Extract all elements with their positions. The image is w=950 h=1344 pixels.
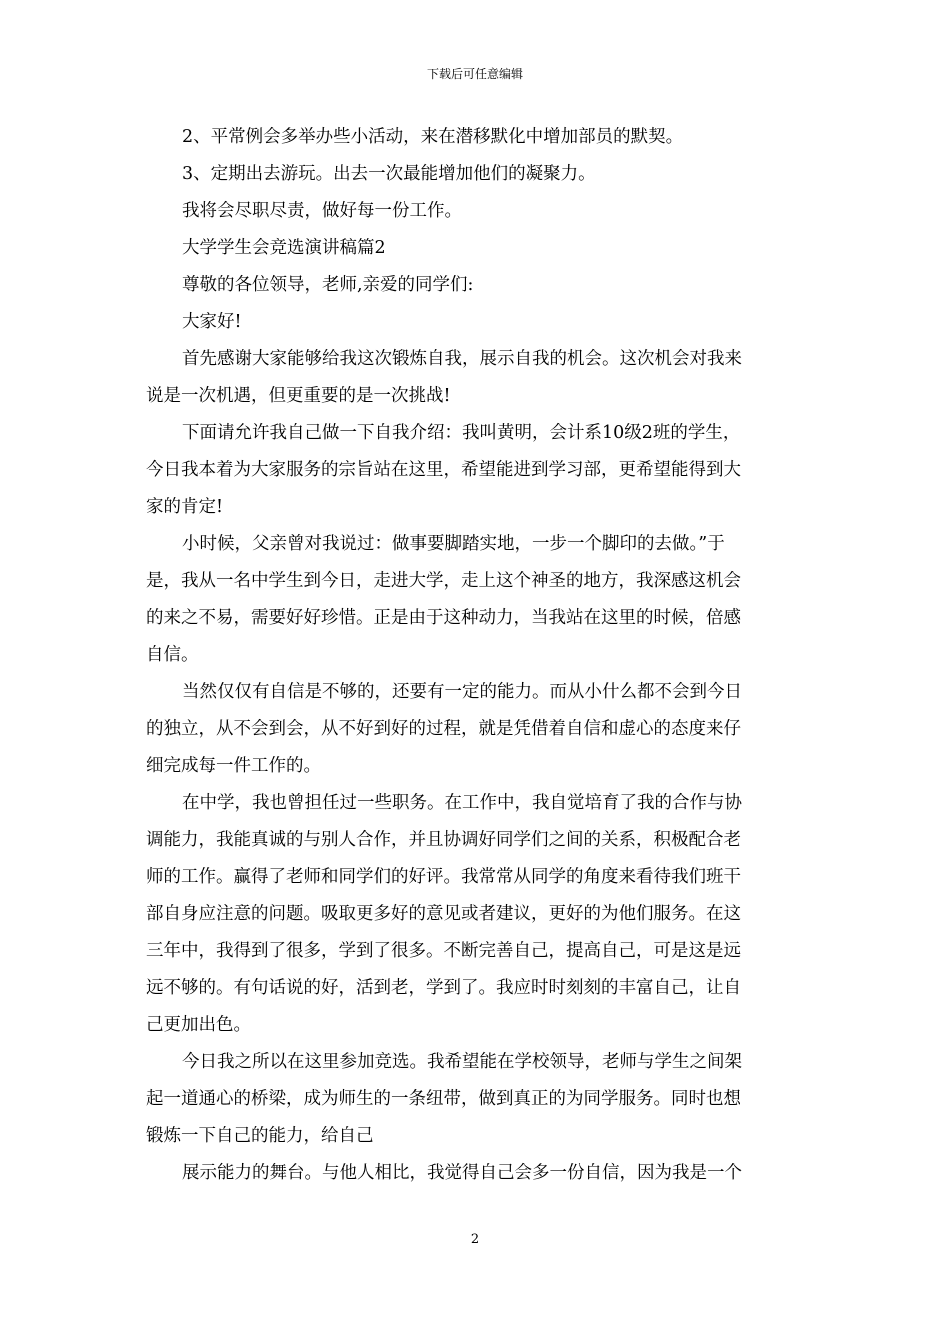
- text-line: 师的工作。赢得了老师和同学们的好评。我常常从同学的角度来看待我们班干: [146, 867, 741, 887]
- text-line: 首先感谢大家能够给我这次锻炼自我，展示自我的机会。这次机会对我来: [182, 349, 742, 369]
- text-line: 起一道通心的桥梁，成为师生的一条纽带，做到真正的为同学服务。同时也想: [146, 1089, 741, 1109]
- text-line: 当然仅仅有自信是不够的，还要有一定的能力。而从小什么都不会到今日: [182, 682, 742, 702]
- text-line: 调能力，我能真诚的与别人合作，并且协调好同学们之间的关系，积极配合老: [146, 830, 741, 850]
- text-line: 尊敬的各位领导，老师,亲爱的同学们:: [182, 275, 474, 295]
- text-line: 部自身应注意的问题。吸取更多好的意见或者建议，更好的为他们服务。在这: [146, 904, 741, 924]
- document-body: [146, 119, 806, 1192]
- text-line: 大家好!: [182, 312, 242, 332]
- text-line: 展示能力的舞台。与他人相比，我觉得自己会多一份自信，因为我是一个: [182, 1163, 742, 1183]
- text-line: 大学学生会竞选演讲稿篇2: [182, 238, 386, 258]
- text-line: 细完成每一件工作的。: [146, 756, 321, 776]
- text-line: 自信。: [146, 645, 199, 665]
- text-line: 说是一次机遇，但更重要的是一次挑战!: [146, 386, 451, 406]
- text-line: 2、平常例会多举办些小活动，来在潜移默化中增加部员的默契。: [182, 127, 684, 147]
- text-line: 今日我之所以在这里参加竞选。我希望能在学校领导，老师与学生之间架: [182, 1052, 742, 1072]
- text-line: 锻炼一下自己的能力，给自己: [146, 1126, 374, 1146]
- greeting: [146, 304, 806, 341]
- text-line: 下面请允许我自己做一下自我介绍：我叫黄明，会计系10级2班的学生，: [182, 423, 741, 443]
- text-line: 远不够的。有句话说的好，活到老，学到了。我应时时刻刻的丰富自己，让自: [146, 978, 741, 998]
- text-line: 己更加出色。: [146, 1015, 251, 1035]
- paragraph: [146, 341, 806, 415]
- paragraph: [146, 674, 806, 785]
- paragraph: [146, 156, 806, 193]
- text-line: 家的肯定!: [146, 497, 224, 517]
- paragraph: [146, 1155, 806, 1192]
- text-line: 在中学，我也曾担任过一些职务。在工作中，我自觉培育了我的合作与协: [182, 793, 742, 813]
- text-line: 三年中，我得到了很多，学到了很多。不断完善自己，提高自己，可是这是远: [146, 941, 741, 961]
- text-line: 小时候，父亲曾对我说过：做事要脚踏实地，一步一个脚印的去做。”于: [182, 534, 725, 554]
- paragraph: [146, 1044, 806, 1155]
- section-title: [146, 230, 806, 267]
- page-header: 下载后可任意编辑: [426, 67, 523, 81]
- text-line: 的来之不易，需要好好珍惜。正是由于这种动力，当我站在这里的时候，倍感: [146, 608, 741, 628]
- paragraph: [146, 415, 806, 526]
- text-line: 是，我从一名中学生到今日，走进大学，走上这个神圣的地方，我深感这机会: [146, 571, 741, 591]
- text-line: 3、定期出去游玩。出去一次最能增加他们的凝聚力。: [182, 164, 596, 184]
- text-line: 的独立，从不会到会，从不好到好的过程，就是凭借着自信和虚心的态度来仔: [146, 719, 741, 739]
- paragraph: [146, 785, 806, 1044]
- paragraph: [146, 526, 806, 674]
- page-number: 2: [470, 1232, 480, 1247]
- salutation: [146, 267, 806, 304]
- text-line: 我将会尽职尽责，做好每一份工作。: [182, 201, 462, 221]
- text-line: 今日我本着为大家服务的宗旨站在这里，希望能进到学习部，更希望能得到大: [146, 460, 741, 480]
- paragraph: [146, 119, 806, 156]
- paragraph: [146, 193, 806, 230]
